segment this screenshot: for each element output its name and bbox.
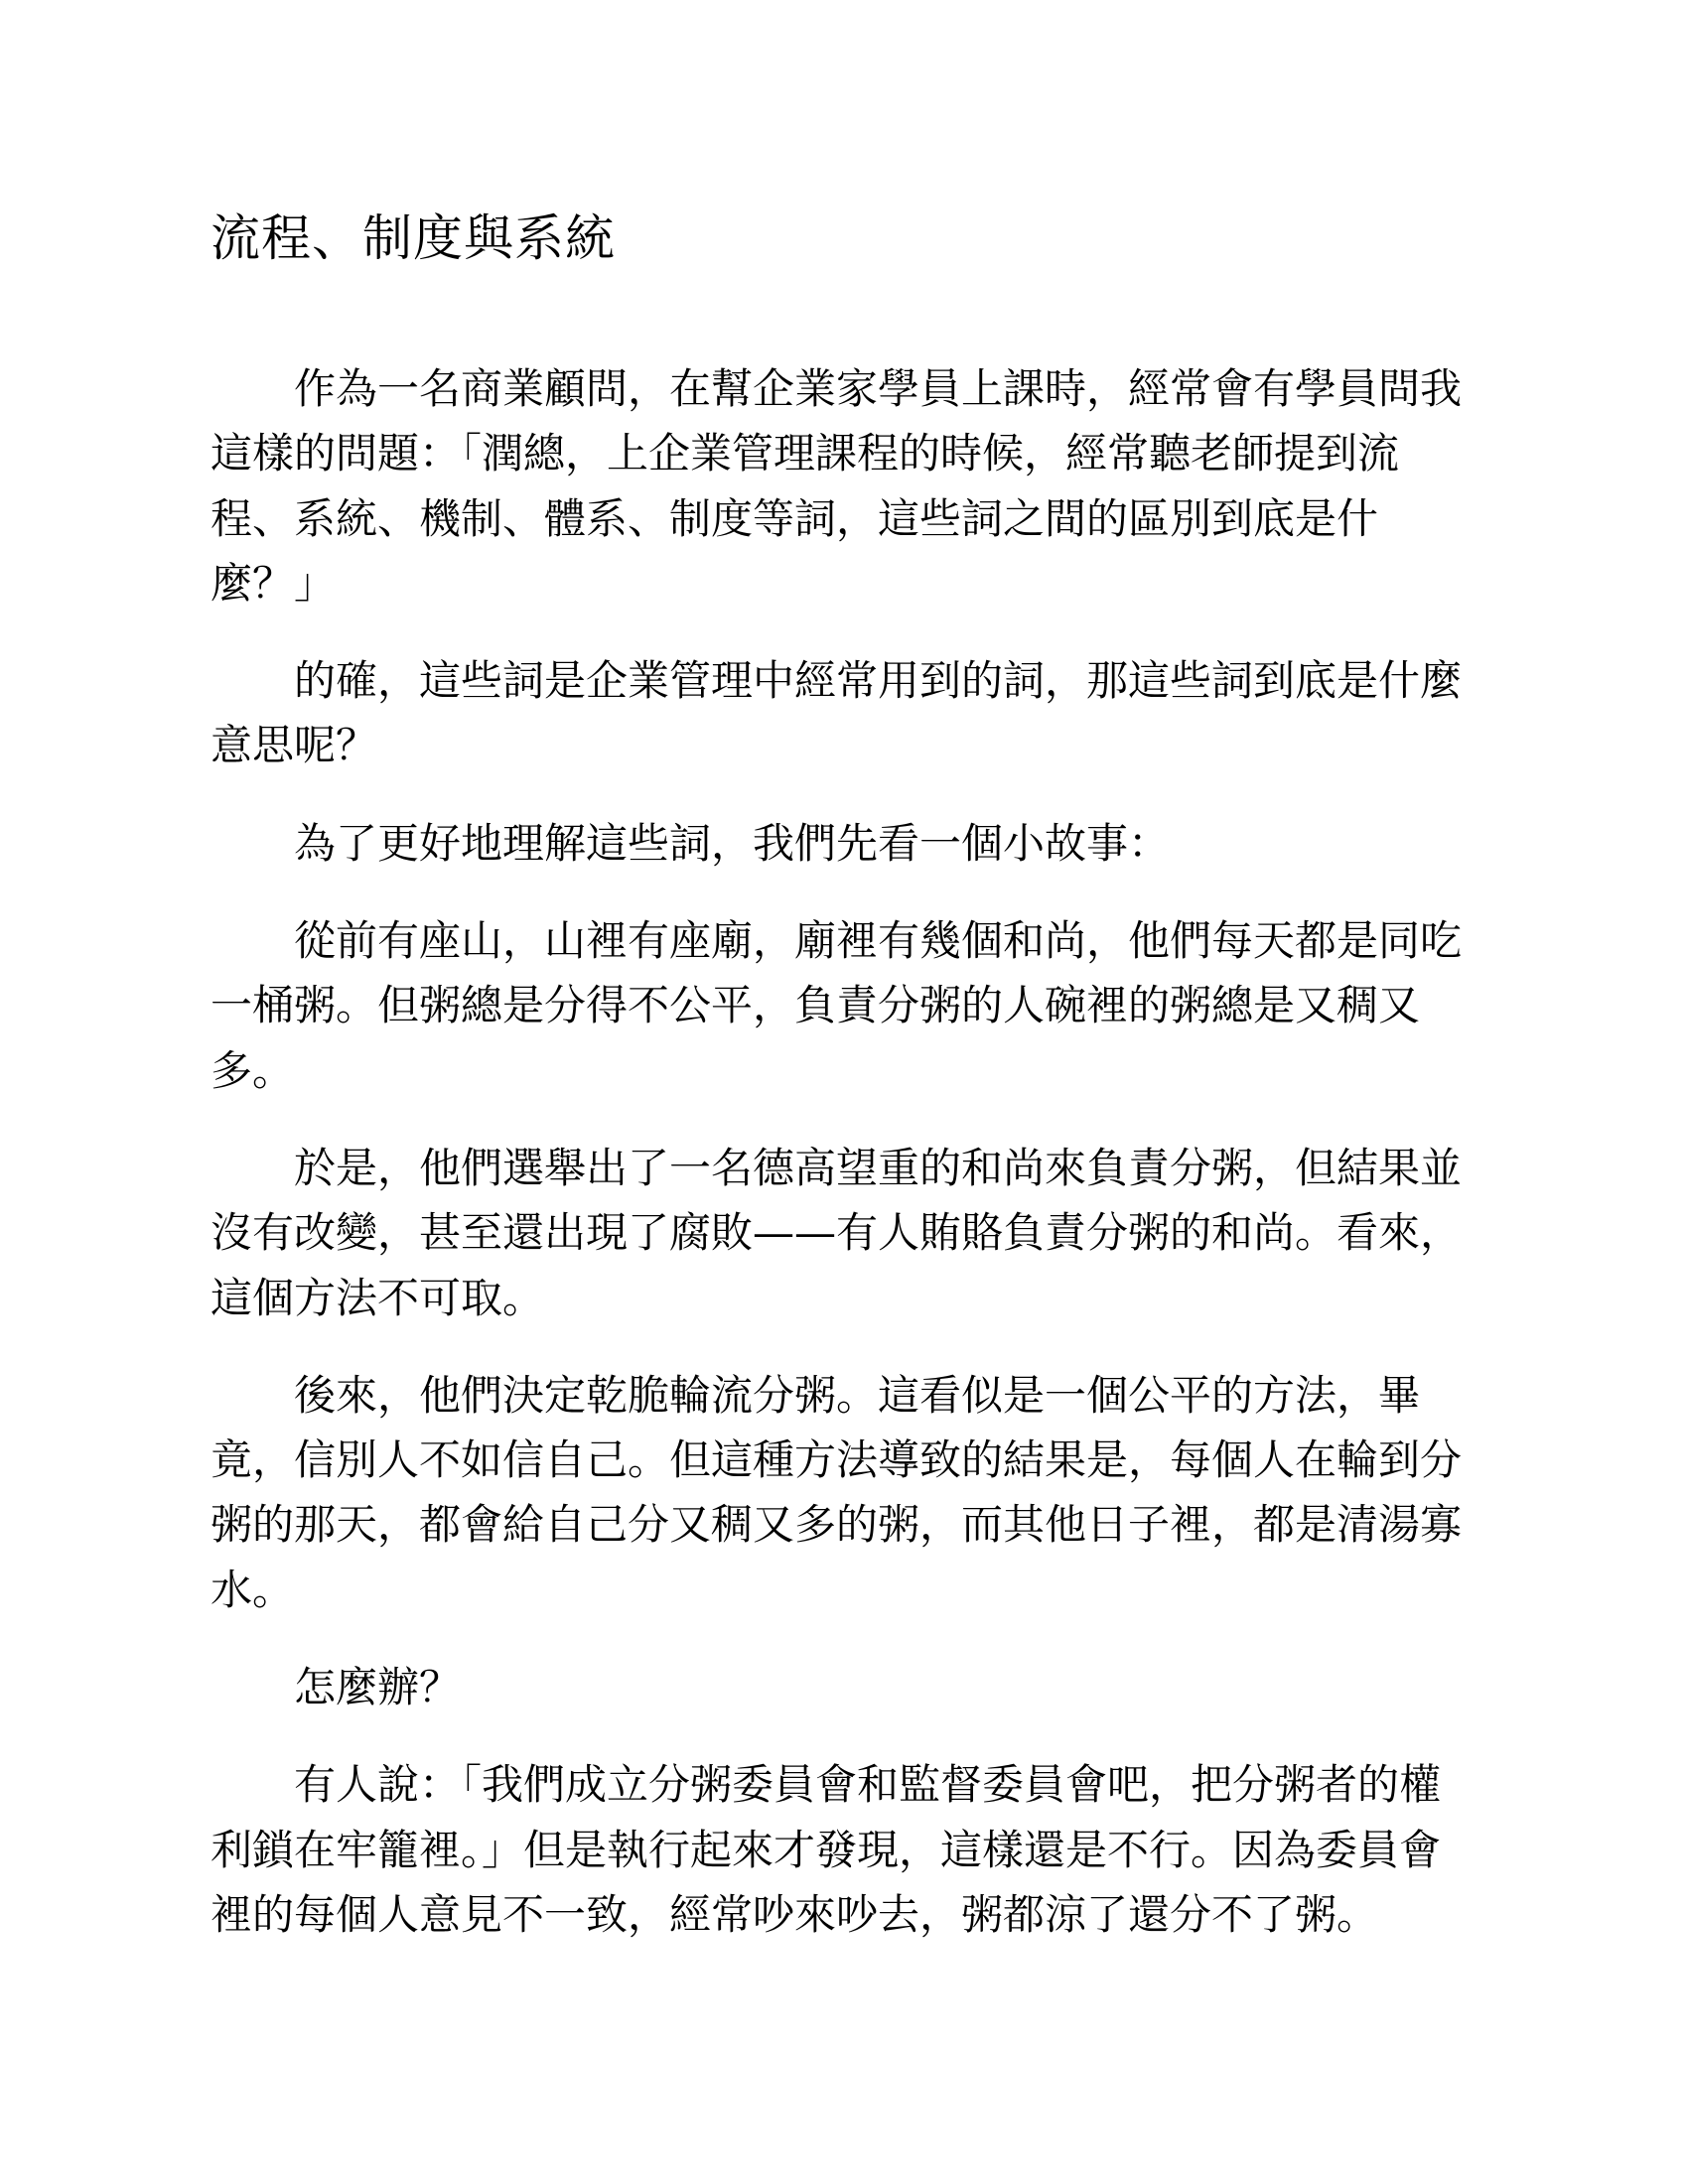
paragraph-line: 於是，他們選舉出了一名德高望重的和尚來負責分粥，但結果並 xyxy=(294,1143,1463,1192)
paragraph-line: 一桶粥。但粥總是分得不公平，負責分粥的人碗裡的粥總是又稠又 xyxy=(211,981,1421,1030)
paragraph-line: 這樣的問題：「潤總，上企業管理課程的時候，經常聽老師提到流 xyxy=(211,429,1400,478)
document-body xyxy=(211,356,1463,1979)
document-title: 流程、制度與系統 xyxy=(211,209,616,267)
paragraph-line: 裡的每個人意見不一致，經常吵來吵去，粥都涼了還分不了粥。 xyxy=(211,1889,1379,1939)
paragraph xyxy=(211,356,1463,615)
paragraph-line: 多。 xyxy=(211,1045,295,1095)
paragraph xyxy=(211,1363,1463,1622)
paragraph xyxy=(211,1655,1452,1719)
paragraph-line: 這個方法不可取。 xyxy=(211,1273,545,1322)
paragraph-line: 利鎖在牢籠裡。」但是執行起來才發現，這樣還是不行。因為委員會 xyxy=(211,1825,1442,1874)
paragraph-line: 竟，信別人不如信自己。但這種方法導致的結果是，每個人在輪到分 xyxy=(211,1435,1463,1485)
paragraph-line: 怎麼辦？ xyxy=(294,1663,462,1712)
paragraph-line: 粥的那天，都會給自己分又稠又多的粥，而其他日子裡，都是清湯寡 xyxy=(211,1500,1463,1550)
paragraph xyxy=(211,1752,1452,1947)
paragraph xyxy=(211,908,1463,1103)
paragraph-line: 沒有改變，甚至還出現了腐敗——有人賄賂負責分粥的和尚。看來， xyxy=(211,1208,1463,1258)
paragraph-line: 水。 xyxy=(211,1565,295,1614)
paragraph-line: 後來，他們決定乾脆輪流分粥。這看似是一個公平的方法，畢 xyxy=(294,1370,1421,1420)
paragraph-line: 從前有座山，山裡有座廟，廟裡有幾個和尚，他們每天都是同吃 xyxy=(294,916,1463,966)
paragraph xyxy=(211,811,1452,876)
paragraph xyxy=(211,648,1463,778)
paragraph-line: 程、系統、機制、體系、制度等詞，這些詞之間的區別到底是什 xyxy=(211,493,1379,543)
paragraph-line: 為了更好地理解這些詞，我們先看一個小故事： xyxy=(294,818,1171,868)
paragraph-line: 的確，這些詞是企業管理中經常用到的詞，那這些詞到底是什麼 xyxy=(294,656,1463,706)
paragraph-line: 作為一名商業顧問，在幫企業家學員上課時，經常會有學員問我 xyxy=(294,364,1463,413)
paragraph-line: 有人說：「我們成立分粥委員會和監督委員會吧，把分粥者的權 xyxy=(294,1760,1442,1810)
paragraph-line: 意思呢？ xyxy=(211,721,378,770)
paragraph xyxy=(211,1136,1463,1330)
paragraph-line: 麼？」 xyxy=(211,558,337,608)
